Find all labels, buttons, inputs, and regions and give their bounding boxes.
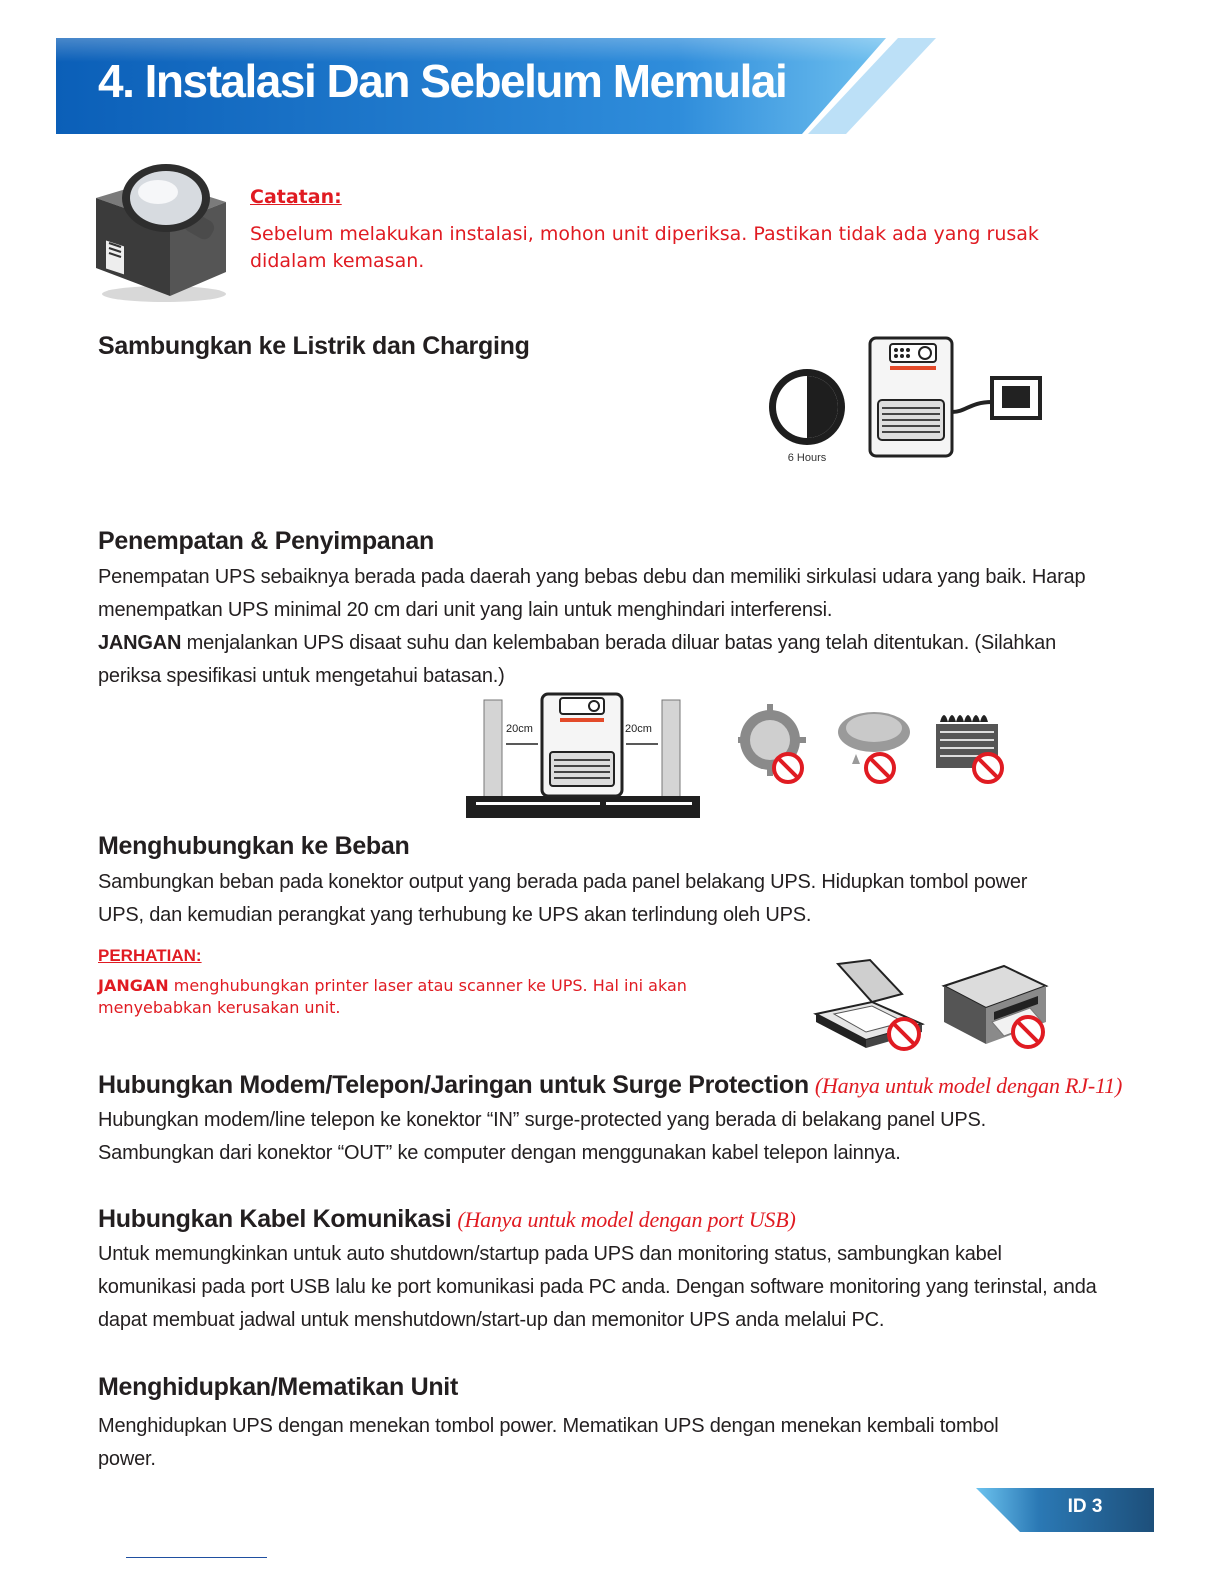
no-scanner-icon <box>812 958 932 1056</box>
timer-caption: 6 Hours <box>787 452 827 464</box>
ups-device-icon <box>866 336 1046 460</box>
clearance-left-label: 20cm <box>506 723 533 735</box>
placement-warning-bold: JANGAN <box>98 632 182 654</box>
note-label: Catatan: <box>250 186 342 208</box>
placement-paragraph-2: menjalankan UPS disaat suhu dan kelembaban berada diluar batas yang telah ditentukan. (Silahkan periksa spesifikasi untuk mengetahui batasan.) <box>98 632 1056 687</box>
no-printer-icon <box>934 956 1058 1056</box>
communication-text: Untuk memungkinkan untuk auto shutdown/startup pada UPS dan monitoring status, sambungkan kabel komunikasi pada port USB lalu ke port komunikasi pada PC anda. Dengan software monitoring yang terinstal, anda dapat membuat jadwal untuk menshutdown/start-up dan memonitor UPS anda melalui PC. <box>98 1243 1097 1331</box>
power-text: Menghidupkan UPS dengan menekan tombol power. Mematikan UPS dengan menekan kembali tombol power. <box>98 1415 999 1470</box>
clearance-right-label: 20cm <box>625 723 652 735</box>
no-humidity-icon <box>834 704 918 786</box>
placement-text <box>98 561 1098 693</box>
placement-paragraph-1: Penempatan UPS sebaiknya berada pada daerah yang bebas debu dan memiliki sirkulasi udara yang baik. Harap menempatkan UPS minimal 20 cm dari unit yang lain untuk menghindari interferensi. <box>98 566 1086 621</box>
no-heat-icon <box>738 704 810 786</box>
section-heading-load: Menghubungkan ke Beban <box>98 832 410 860</box>
page-title: 4. Instalasi Dan Sebelum Memulai <box>98 55 787 107</box>
section-heading-communication <box>98 1205 796 1234</box>
modem-heading-note: (Hanya untuk model dengan RJ-11) <box>814 1073 1123 1098</box>
clock-timer-icon <box>764 364 850 450</box>
modem-heading-text: Hubungkan Modem/Telepon/Jaringan untuk Surge Protection <box>98 1071 809 1099</box>
modem-text: Hubungkan modem/line telepon ke konektor “IN” surge-protected yang berada di belakang panel UPS. Sambungkan dari konektor “OUT” ke computer dengan menggunakan kabel telepon lainnya. <box>98 1109 987 1164</box>
footer-rule <box>126 1557 267 1558</box>
note-text: Sebelum melakukan instalasi, mohon unit diperiksa. Pastikan tidak ada yang rusak didalam kemasan. <box>250 223 1039 272</box>
section-heading-placement: Penempatan & Penyimpanan <box>98 527 434 555</box>
section-heading-modem <box>98 1071 1122 1100</box>
warning-body: menghubungkan printer laser atau scanner ke UPS. Hal ini akan menyebabkan kerusakan unit. <box>98 976 687 1017</box>
warning-label: PERHATIAN: <box>98 946 202 965</box>
no-dust-icon <box>932 704 1010 786</box>
comm-heading-note: (Hanya untuk model dengan port USB) <box>457 1207 796 1232</box>
comm-heading-text: Hubungkan Kabel Komunikasi <box>98 1205 452 1233</box>
section-heading-power: Menghidupkan/Mematikan Unit <box>98 1373 458 1401</box>
load-text: Sambungkan beban pada konektor output yang berada pada panel belakang UPS. Hidupkan tombol power UPS, dan kemudian perangkat yang terhubung ke UPS akan terlindung oleh UPS. <box>98 871 1028 926</box>
page-number: ID 3 <box>1067 1496 1103 1517</box>
section-heading-charging: Sambungkan ke Listrik dan Charging <box>98 332 530 360</box>
magnifier-box-icon <box>86 158 236 304</box>
warning-text <box>98 975 738 1019</box>
warning-bold: JANGAN <box>98 976 169 995</box>
clearance-diagram <box>466 692 700 820</box>
